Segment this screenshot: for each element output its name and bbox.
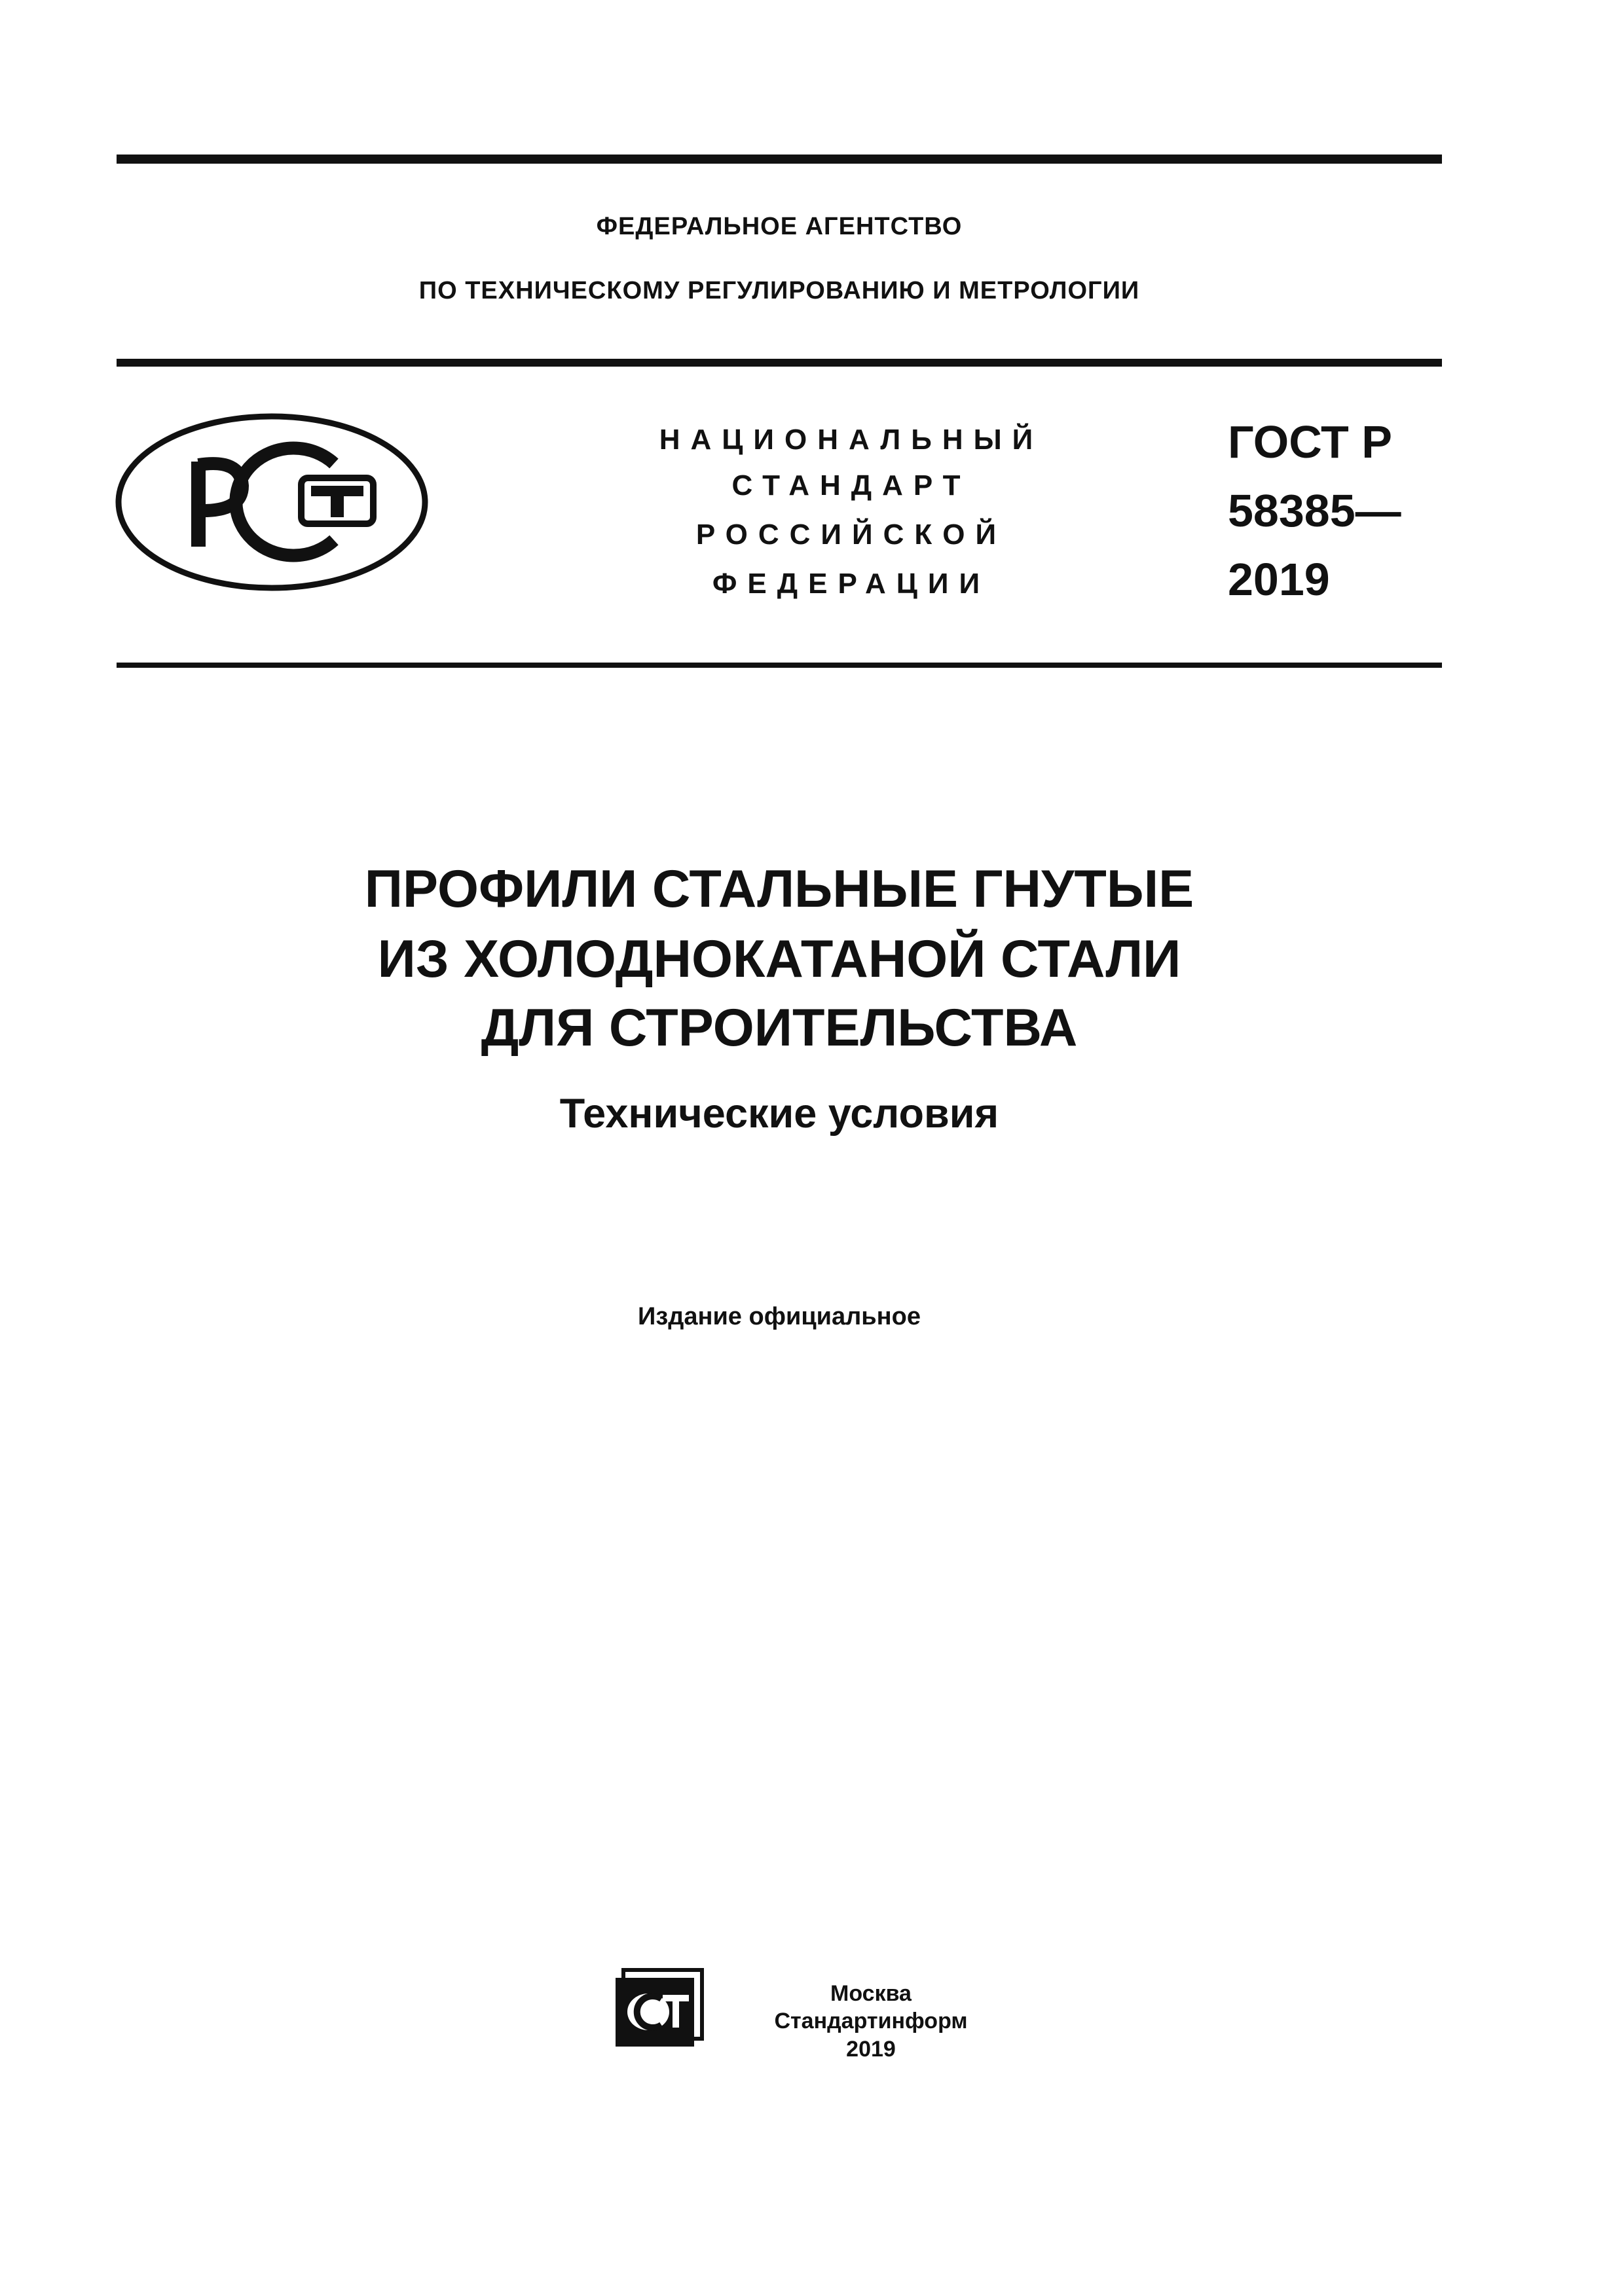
standard-type-line-1: НАЦИОНАЛЬНЫЙ: [659, 424, 1044, 456]
title-line-3: ДЛЯ СТРОИТЕЛЬСТВА: [481, 998, 1078, 1057]
title-line-2: ИЗ ХОЛОДНОКАТАНОЙ СТАЛИ: [377, 930, 1181, 989]
title-line-1: ПРОФИЛИ СТАЛЬНЫЕ ГНУТЫЕ: [364, 860, 1194, 919]
gost-designation-line-1: ГОСТ Р: [1228, 416, 1392, 467]
agency-line-1: ФЕДЕРАЛЬНОЕ АГЕНТСТВО: [596, 213, 963, 240]
publisher-year: 2019: [846, 2037, 896, 2062]
standartinform-logo-icon: [609, 1967, 707, 2052]
standard-type-line-3: РОССИЙСКОЙ: [695, 519, 1007, 551]
publisher-city: Москва: [830, 1981, 912, 2006]
agency-line-2: ПО ТЕХНИЧЕСКОМУ РЕГУЛИРОВАНИЮ И МЕТРОЛОГИИ: [418, 277, 1140, 304]
header-rule: [117, 359, 1442, 367]
standard-type-line-4: ФЕДЕРАЦИИ: [712, 568, 991, 600]
rst-logo-icon: [115, 412, 429, 592]
gost-designation-line-2: 58385—: [1228, 485, 1401, 536]
top-rule: [117, 155, 1442, 164]
standard-type-line-2: СТАНДАРТ: [731, 469, 971, 501]
designation-rule: [117, 663, 1442, 668]
subtitle: Технические условия: [559, 1091, 999, 1137]
publisher-name: Стандартинформ: [774, 2009, 968, 2033]
edition-note: Издание официальное: [638, 1303, 921, 1330]
gost-designation-line-3: 2019: [1228, 554, 1330, 605]
